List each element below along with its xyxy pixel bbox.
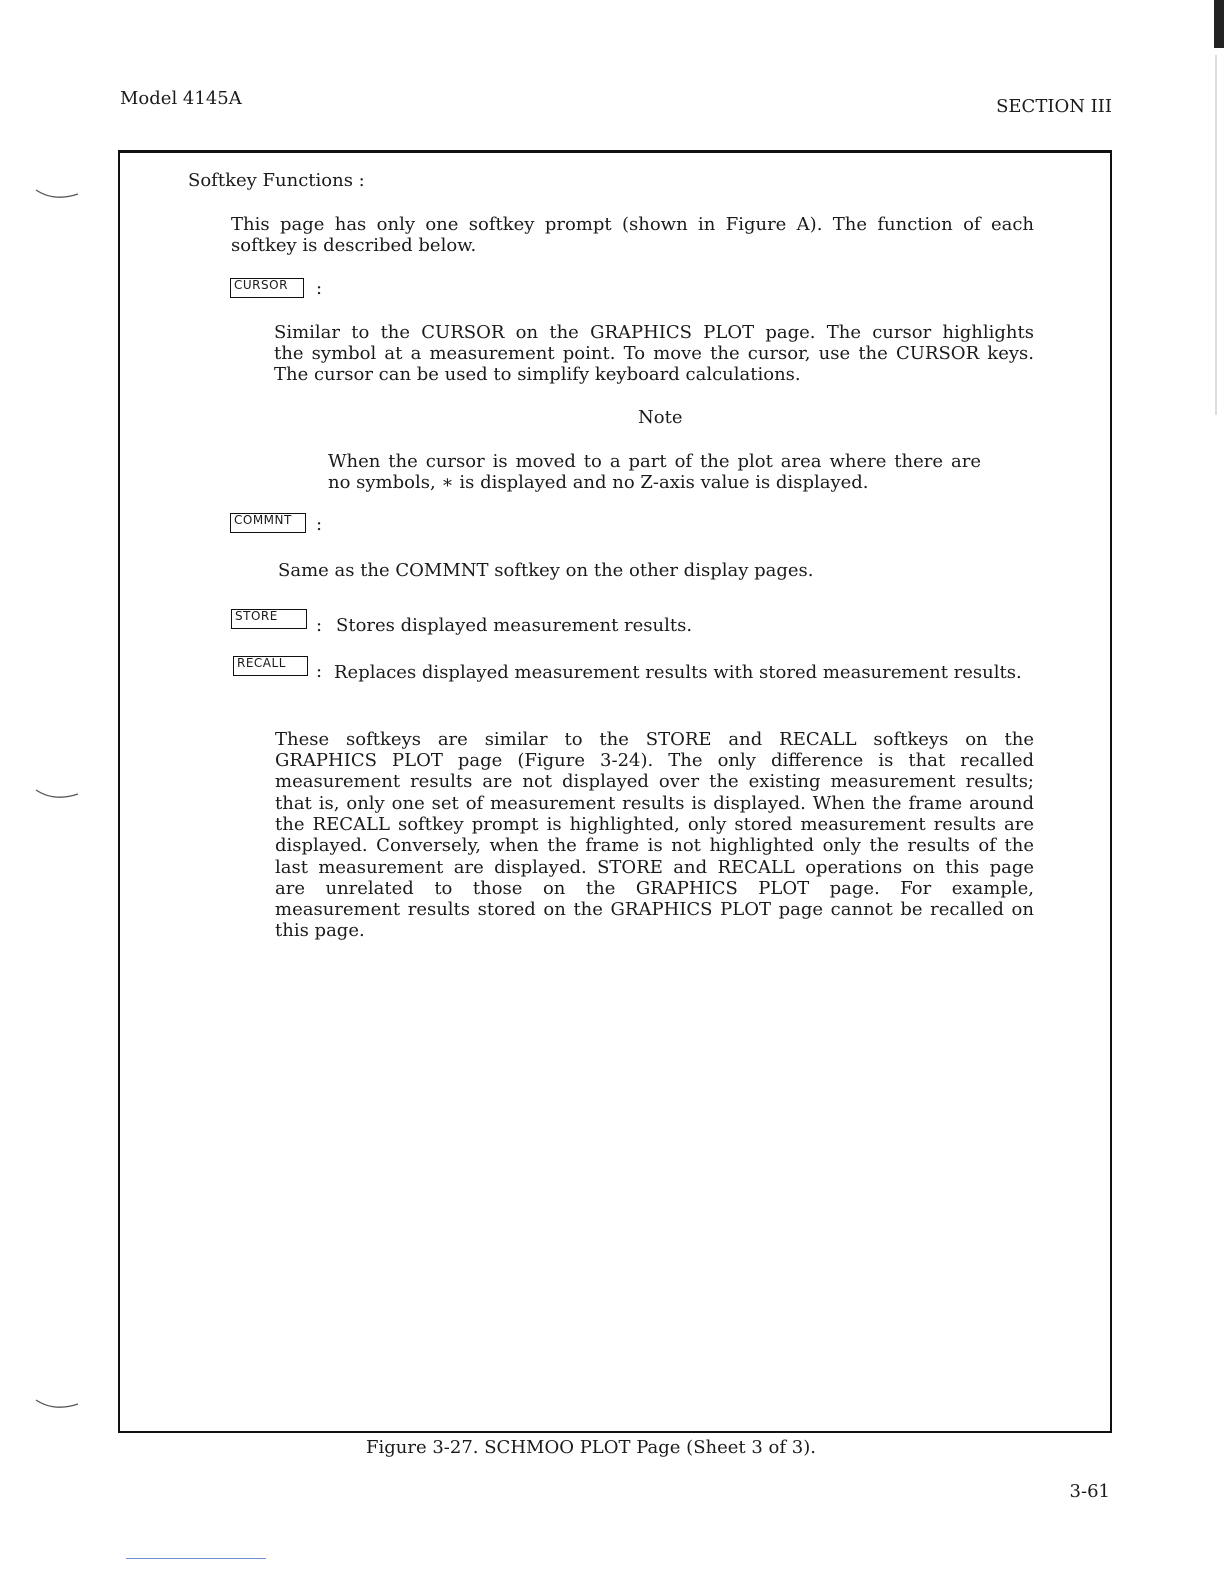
- paragraph-line-4: that is, only one set of measurement results is displayed. When the frame around: [275, 793, 1034, 814]
- commnt-desc: Same as the COMMNT softkey on the other display pages.: [278, 560, 814, 581]
- paragraph-line-1: These softkeys are similar to the STORE and RECALL softkeys on the: [275, 729, 1034, 750]
- paragraph-line-2: GRAPHICS PLOT page (Figure 3-24). The only difference is that recalled: [275, 750, 1034, 771]
- cursor-desc-line-2: the symbol at a measurement point. To move the cursor, use the CURSOR keys.: [274, 343, 1034, 364]
- paragraph-line-8: are unrelated to those on the GRAPHICS PLOT page. For example,: [275, 878, 1034, 899]
- figure-caption: Figure 3-27. SCHMOO PLOT Page (Sheet 3 of 3).: [366, 1437, 816, 1458]
- paragraph-line-3: measurement results are not displayed over the existing measurement results;: [275, 771, 1034, 792]
- punch-hole-mark-middle: [34, 786, 80, 802]
- store-softkey-label: STORE: [231, 609, 307, 629]
- commnt-softkey-label: COMMNT: [230, 513, 306, 533]
- punch-hole-mark-bottom: [34, 1396, 80, 1412]
- page-number: 3-61: [1069, 1481, 1110, 1502]
- store-colon: :: [316, 615, 323, 636]
- cursor-colon: :: [316, 278, 323, 299]
- softkey-functions-heading: Softkey Functions :: [188, 170, 365, 191]
- paragraph-line-7: last measurement are displayed. STORE and RECALL operations on this page: [275, 857, 1034, 878]
- recall-colon: :: [316, 661, 323, 682]
- recall-softkey-label: RECALL: [233, 656, 308, 676]
- paragraph-line-10: this page.: [275, 920, 365, 941]
- model-header: Model 4145A: [120, 88, 242, 109]
- note-line-1: When the cursor is moved to a part of the plot area where there are: [328, 451, 981, 472]
- note-line-2: no symbols, ∗ is displayed and no Z-axis value is displayed.: [328, 472, 869, 493]
- paragraph-line-6: displayed. Conversely, when the frame is not highlighted only the results of the: [275, 835, 1034, 856]
- commnt-colon: :: [316, 514, 323, 535]
- scan-edge-mark: [1214, 0, 1224, 48]
- scan-bottom-line: [126, 1558, 266, 1559]
- punch-hole-mark-top: [34, 186, 80, 202]
- scan-speckle: [1214, 55, 1222, 415]
- cursor-desc-line-3: The cursor can be used to simplify keyboard calculations.: [274, 364, 801, 385]
- recall-desc: Replaces displayed measurement results with stored measurement results.: [334, 662, 1022, 683]
- cursor-softkey-label: CURSOR: [230, 278, 304, 298]
- paragraph-line-5: the RECALL softkey prompt is highlighted, only stored measurement results are: [275, 814, 1034, 835]
- intro-line-1: This page has only one softkey prompt (shown in Figure A). The function of each: [231, 214, 1034, 235]
- cursor-desc-line-1: Similar to the CURSOR on the GRAPHICS PLOT page. The cursor highlights: [274, 322, 1034, 343]
- section-header: SECTION III: [996, 96, 1112, 117]
- paragraph-line-9: measurement results stored on the GRAPHICS PLOT page cannot be recalled on: [275, 899, 1034, 920]
- intro-line-2: softkey is described below.: [231, 235, 477, 256]
- store-desc: Stores displayed measurement results.: [336, 615, 693, 636]
- note-title: Note: [638, 407, 683, 428]
